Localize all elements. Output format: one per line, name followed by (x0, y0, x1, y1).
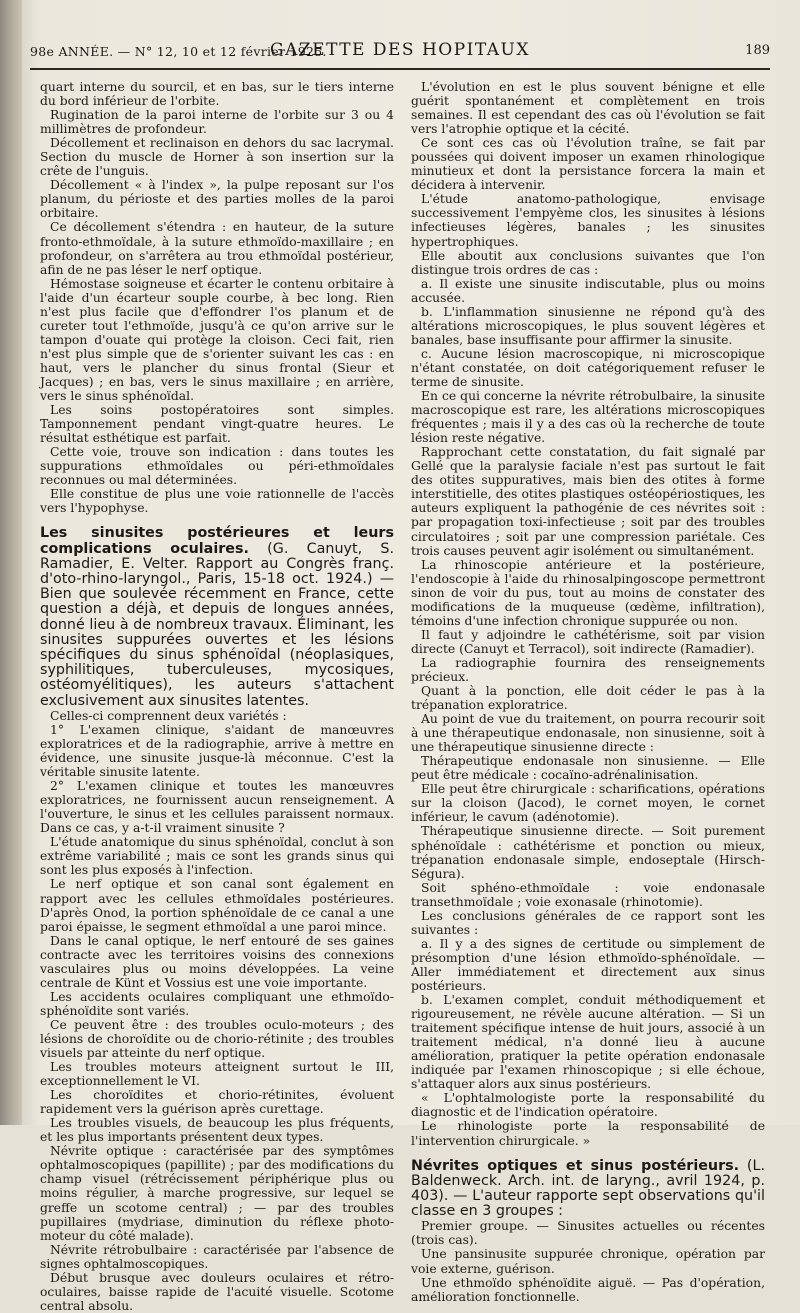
paragraph: Les soins postopératoires sont simples. Tamponnement pendant vingt-quatre heures. Le résultat esthétique est parfait. (40, 403, 394, 446)
paragraph: 2° L'examen clinique et toutes les manœuvres exploratrices, ne fournissent aucun renseignement. A l'ouverture, le sinus et les cellules paraissent normaux. Dans ce cas, y a-t-il vraiment sinusite ? (40, 779, 394, 836)
article-heading (411, 1159, 765, 1220)
paragraph: Les troubles visuels, de beaucoup les plus fréquents, et les plus importants présentent deux types. (40, 1116, 394, 1145)
paragraph: quart interne du sourcil, et en bas, sur le tiers interne du bord inférieur de l'orbite. (40, 80, 394, 109)
paragraph: Il faut y adjoindre le cathétérisme, soit par vision directe (Canuyt et Terracol), soit indirecte (Ramadier). (411, 627, 765, 656)
paragraph: Une pansinusite suppurée chronique, opération par voie externe, guérison. (411, 1247, 765, 1276)
paragraph: Elle peut être chirurgicale : scharifications, opérations sur la cloison (Jacod), le cornet moyen, le cornet inférieur, le cavum (adénotomie). (411, 782, 765, 825)
paragraph: Début brusque avec douleurs oculaires et rétro-oculaires, baisse rapide de l'acuité visuelle. Scotome central absolu. (40, 1270, 394, 1313)
journal-title: GAZETTE DES HOPITAUX (269, 40, 530, 60)
paragraph: L'étude anatomo-pathologique, envisage successivement l'empyème clos, les sinusites à lésions infectieuses légères, banales ; les sinusites hypertrophiques. (411, 192, 765, 249)
paragraph: b. L'examen complet, conduit méthodiquement et rigoureusement, ne révèle aucune altération. — Si un traitement spécifique intense de huit jours, associé à un traitement médical, n'a donné lieu à aucune amélioration, pratiquer la petite opération endonasale indiquée par l'examen rhinoscopique ; si elle échoue, s'attaquer alors aux sinus postérieurs. (411, 993, 765, 1092)
paragraph: Premier groupe. — Sinusites actuelles ou récentes (trois cas). (411, 1219, 765, 1248)
page-header (30, 40, 770, 70)
paragraph: Cette voie, trouve son indication : dans toutes les suppurations ethmoïdales ou péri-ethmoïdales reconnues ou mal déterminées. (40, 445, 394, 488)
paragraph: a. Il y a des signes de certitude ou simplement de présomption d'une lésion ethmoïdo-sphénoïdale. — Aller immédiatement et directement aux sinus postérieurs. (411, 936, 765, 993)
right-column (411, 80, 765, 1304)
paragraph: Décollement et reclinaison en dehors du sac lacrymal. Section du muscle de Horner à son insertion sur la crête de l'unguis. (40, 136, 394, 179)
paragraph: Les choroïdites et chorio-rétinites, évoluent rapidement vers la guérison après curettage. (40, 1088, 394, 1117)
paragraph: Le rhinologiste porte la responsabilité de l'intervention chirurgicale. » (411, 1119, 765, 1148)
paragraph: Soit sphéno-ethmoïdale : voie endonasale transethmoïdale ; voie exonasale (rhinotomie). (411, 880, 765, 909)
paragraph: 1° L'examen clinique, s'aidant de manœuvres exploratrices et de la radiographie, arrive à mettre en évidence, une sinusite jusque-là méconnue. C'est la véritable sinusite latente. (40, 722, 394, 780)
paragraph: « L'ophtalmologiste porte la responsabilité du diagnostic et de l'indication opératoire. (411, 1091, 765, 1120)
paragraph: La radiographie fournira des renseignements précieux. (411, 655, 765, 684)
paragraph: L'évolution en est le plus souvent bénigne et elle guérit spontanément et complètement en trois semaines. Il est cependant des cas où l'évolution se fait vers l'atrophie optique et la cécité. (411, 80, 765, 137)
paragraph: Rugination de la paroi interne de l'orbite sur 3 ou 4 millimètres de profondeur. (40, 108, 394, 137)
article-title: Névrites optiques et sinus postérieurs. (411, 1157, 740, 1174)
paragraph: Thérapeutique endonasale non sinusienne. — Elle peut être médicale : cocaïno-adrénalinisation. (411, 754, 765, 783)
paragraph: Hémostase soigneuse et écarter le contenu orbitaire à l'aide d'un écarteur souple courbe, à bec long. Rien n'est plus facile que d'effondrer l'os planum et de cureter tout l'ethmoïde, jusqu'à ce qu'on arrive sur le tampon d'ouate qui protège la cloison. Ceci fait, rien n'est plus simple que de s'orienter suivant les cas : en haut, vers le plancher du sinus frontal (Sieur et Jacques) ; en bas, vers le sinus maxillaire ; en arrière, vers le sinus sphénoïdal. (40, 276, 394, 404)
paragraph: Les troubles moteurs atteignent surtout le III, exceptionnellement le VI. (40, 1060, 394, 1089)
paragraph: Ce décollement s'étendra : en hauteur, de la suture fronto-ethmoïdale, à la suture ethmoïdo-maxillaire ; en profondeur, on s'arrêtera au trou ethmoïdal postérieur, afin de ne pas léser le nerf optique. (40, 220, 394, 277)
paragraph: Rapprochant cette constatation, du fait signalé par Gellé que la paralysie faciale n'est pas surtout le fait des otites suppuratives, mais bien des otites à forme interstitielle, des otites plastiques ostéopériostiques, les auteurs expliquent la pathogénie de ces névrites soit : par propagation toxi-infectieuse ; soit par des troubles circulatoires ; soit par une compression pariétale. Ces trois causes peuvent agir isolément ou simultanément. (411, 445, 765, 558)
paragraph: Névrite rétrobulbaire : caractérisée par l'absence de signes ophtalmoscopiques. (40, 1242, 394, 1271)
paragraph: Thérapeutique sinusienne directe. — Soit purement sphénoïdale : cathétérisme et ponction ou mieux, trépanation endonasale simple, endoseptale (Hirsch-Ségura). (411, 824, 765, 881)
article-heading (40, 526, 394, 708)
paragraph: Une ethmoïdo sphénoïdite aiguë. — Pas d'opération, amélioration fonctionnelle. (411, 1275, 765, 1304)
paragraph: Au point de vue du traitement, on pourra recourir soit à une thérapeutique endonasale, non sinusienne, soit à une thérapeutique sinusienne directe : (411, 712, 765, 755)
paragraph: Le nerf optique et son canal sont également en rapport avec les cellules ethmoïdales postérieures. D'après Onod, la portion sphénoïdale de ce canal a une paroi épaisse, le segment ethmoïdal a une paroi mince. (40, 877, 394, 934)
paragraph: En ce qui concerne la névrite rétrobulbaire, la sinusite macroscopique est rare, les altérations microscopiques fréquentes ; mais il y a des cas où la recherche de toute lésion reste négative. (411, 389, 765, 446)
page-number: 189 (745, 43, 770, 58)
paragraph: b. L'inflammation sinusienne ne répond qu'à des altérations microscopiques, le plus souvent légères et banales, base insuffisante pour affirmer la sinusite. (411, 304, 765, 347)
paragraph: Décollement « à l'index », la pulpe reposant sur l'os planum, du périoste et des parties molles de la paroi orbitaire. (40, 178, 394, 221)
paragraph: La rhinoscopie antérieure et la postérieure, l'endoscopie à l'aide du rhinosalpingoscope permettront sinon de voir du pus, tout au moins de constater des modifications de la muqueuse (œdème, infiltration), témoins d'une infection chronique suppurée ou non. (411, 557, 765, 628)
article-title: Les sinusites postérieures et leurs complications oculaires. (40, 525, 394, 557)
paragraph: Ce peuvent être : des troubles oculo-moteurs ; des lésions de choroïdite ou de chorio-rétinite ; des troubles visuels par atteinte du nerf optique. (40, 1017, 394, 1061)
paragraph: Elle constitue de plus une voie rationnelle de l'accès vers l'hypophyse. (40, 487, 394, 516)
left-column (40, 80, 394, 1313)
paragraph: L'étude anatomique du sinus sphénoïdal, conclut à son extrême variabilité ; mais ce sont les grands sinus qui sont les plus exposés à l'infection. (40, 835, 394, 878)
article-reference: (G. Canuyt, S. Ramadier, E. Velter. Rapport au Congrès franç. d'oto-rhino-laryngol., Paris, 15-18 oct. 1924.) — Bien que soulevée récemment en France, cette question a déjà, et depuis de longues années, donné lieu à de nombreux travaux. Éliminant, les sinusites suppurées ouvertes et les lésions spécifiques du sinus sphénoïdal (néoplasiques, syphilitiques, tuberculeuses, mycosiques, ostéomyélitiques), les auteurs s'attachent exclusivement aux sinusites latentes. (40, 540, 394, 709)
paragraph: a. Il existe une sinusite indiscutable, plus ou moins accusée. (411, 276, 765, 305)
paragraph: Celles-ci comprennent deux variétés : (50, 708, 287, 723)
page-gutter (0, 0, 22, 1125)
paragraph: Elle aboutit aux conclusions suivantes que l'on distingue trois ordres de cas : (411, 248, 765, 277)
paragraph: Ce sont ces cas où l'évolution traîne, se fait par poussées qui doivent imposer un examen rhinologique minutieux et dont la persistance forcera la main et décidera à intervenir. (411, 136, 765, 193)
paragraph: Les conclusions générales de ce rapport sont les suivantes : (411, 908, 765, 937)
paragraph: c. Aucune lésion macroscopique, ni microscopique n'étant constatée, on doit catégoriquement refuser le terme de sinusite. (411, 346, 765, 389)
paragraph: Névrite optique : caractérisée par des symptômes ophtalmoscopiques (papillite) ; par des modifications du champ visuel (rétrécissement périphérique plus ou moins régulier, à marche progressive, sur lequel se greffe un scotome central) ; — par des troubles pupillaires (mydriase, diminution du réflexe photo-moteur du côté malade). (40, 1144, 394, 1243)
paragraph: Quant à la ponction, elle doit céder le pas à la trépanation exploratrice. (411, 684, 765, 713)
header-rule (30, 68, 770, 70)
paragraph: Les accidents oculaires compliquant une ethmoïdo-sphénoïdite sont variés. (40, 989, 394, 1018)
paragraph: Dans le canal optique, le nerf entouré de ses gaines contracte avec les territoires voisins des connexions vasculaires plus ou moins développées. La veine centrale de Künt et Vossius est une voie importante. (40, 933, 394, 990)
article-reference: (L. Baldenweck. Arch. int. de laryng., avril 1924, p. 403). — L'auteur rapporte sept observations qu'il classe en 3 groupes : (411, 1157, 765, 1220)
issue-line: 98e ANNÉE. — N° 12, 10 et 12 février 1925. (30, 44, 327, 59)
